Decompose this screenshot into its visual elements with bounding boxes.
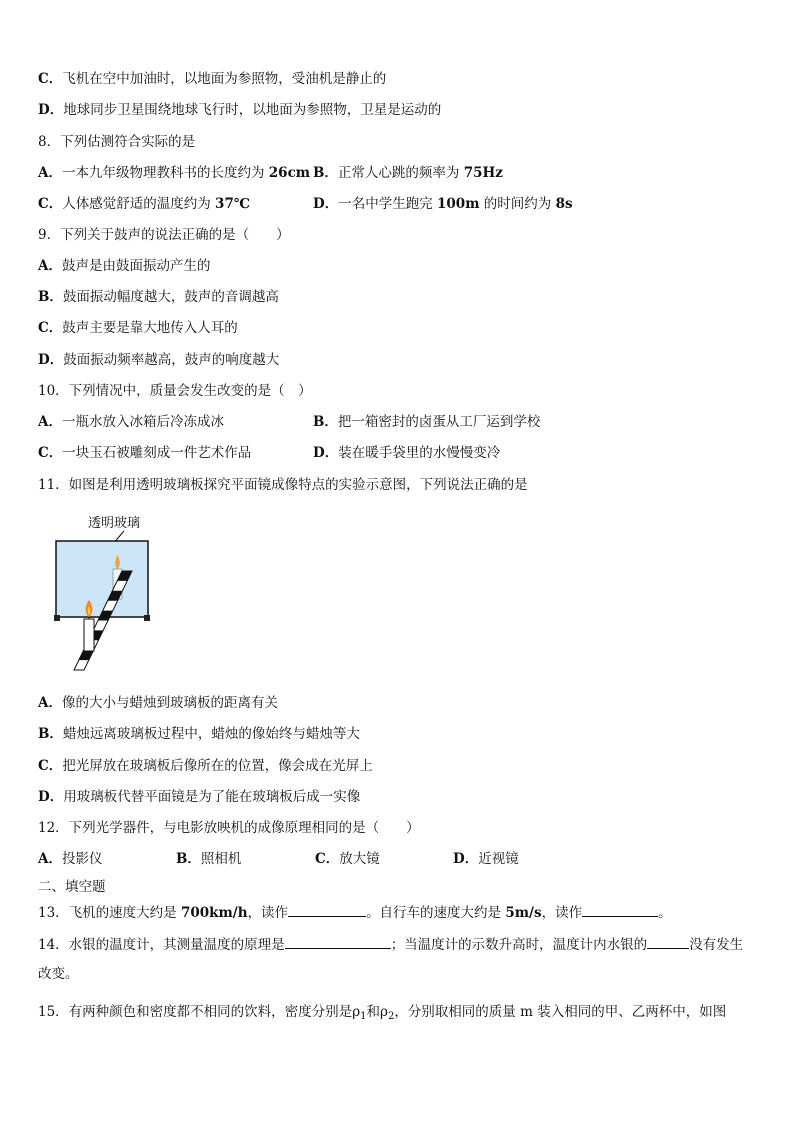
text: 13．飞机的速度大约是 [38,905,181,921]
option-8c [38,195,250,213]
question-15 [38,1003,726,1026]
option-value: 26cm [268,165,311,181]
option-7c [38,70,386,88]
text: 14．水银的温度计，其测量温度的原理是 [38,937,285,953]
option-label: D． [38,352,64,368]
option-label: C． [38,71,63,87]
question-12-stem: 12．下列光学器件，与电影放映机的成像原理相同的是（ ） [38,820,420,836]
question-8-stem: 8．下列估测符合实际的是 [38,134,196,150]
option-value: 75Hz [463,165,503,181]
value: 700km/h [180,905,248,921]
question-11-stem: 11．如图是利用透明玻璃板探究平面镜成像特点的实验示意图，下列说法正确的是 [38,477,528,493]
text: ；当温度计的示数升高时，温度计内水银的 [390,937,648,953]
option-10a [38,413,224,431]
option-text: 装在暖手袋里的水慢慢变冷 [338,445,501,461]
option-text: 一瓶水放入冰箱后冷冻成冰 [61,414,224,430]
text: ，读作 [247,905,289,921]
option-label: A． [38,851,62,867]
option-label: B． [313,414,338,430]
option-text: 一名中学生跑完 [338,196,438,212]
answer-blank[interactable] [582,902,658,917]
option-value: 37℃ [215,196,251,212]
text: 。自行车的速度大约是 [366,905,506,921]
question-14-continuation: 改变。 [38,966,79,982]
answer-blank[interactable] [285,934,391,949]
section-heading: 二、填空题 [38,879,106,895]
answer-blank[interactable] [647,934,689,949]
option-label: A． [38,695,62,711]
subscript: 2 [387,1011,395,1022]
text: 和 [366,1004,380,1020]
option-12b [176,850,241,868]
option-label: C． [315,851,340,867]
option-text: 投影仪 [61,851,103,867]
option-text: 鼓面振动频率越高，鼓声的响度越大 [63,352,280,368]
option-12d [453,850,519,868]
option-9c [38,319,238,337]
option-10d [313,444,500,462]
option-label: C． [38,196,63,212]
option-text: 一本九年级物理教科书的长度约为 [61,165,269,181]
plate-foot-left [54,615,60,621]
option-12c [315,850,380,868]
text: 没有发生 [689,937,744,953]
option-text: 的时间约为 [479,196,556,212]
option-text: 鼓声主要是靠大地传入人耳的 [62,320,238,336]
option-label: A． [38,414,62,430]
option-label: C． [38,445,63,461]
option-text: 用玻璃板代替平面镜是为了能在玻璃板后成一实像 [63,789,361,805]
option-text: 近视镜 [478,851,519,867]
option-value: 8s [555,196,573,212]
option-8d [313,195,573,213]
option-text: 正常人心跳的频率为 [337,165,464,181]
option-9d [38,351,279,369]
option-label: D． [313,445,339,461]
question-13 [38,902,672,922]
option-9b [38,288,279,306]
option-label: C． [38,320,63,336]
question-9-stem: 9．下列关于鼓声的说法正确的是（ ） [38,227,290,243]
option-label: A． [38,165,62,181]
option-11c [38,757,373,775]
option-9a [38,257,210,275]
text: 。 [658,905,672,921]
option-text: 人体感觉舒适的温度约为 [62,196,216,212]
option-label: C． [38,758,63,774]
option-label: D． [38,102,64,118]
option-12a [38,850,102,868]
option-text: 鼓声是由鼓面振动产生的 [61,258,211,274]
option-label: B． [176,851,201,867]
option-8b [313,164,503,182]
candle [84,619,94,651]
option-label: B． [38,726,63,742]
option-text: 像的大小与蜡烛到玻璃板的距离有关 [61,695,278,711]
option-10b [313,413,540,431]
option-text: 一块玉石被雕刻成一件艺术作品 [62,445,252,461]
figure-label: 透明玻璃 [88,516,141,531]
option-label: B． [38,289,63,305]
option-text: 鼓面振动幅度越大，鼓声的音调越高 [62,289,279,305]
option-text: 把一箱密封的卤蛋从工厂运到学校 [337,414,541,430]
option-text: 把光屏放在玻璃板后像所在的位置，像会成在光屏上 [62,758,373,774]
option-11d [38,788,360,806]
option-label: D． [38,789,64,805]
text: ，分别取相同的质量 m 装入相同的甲、乙两杯中，如图 [394,1004,727,1020]
question-14 [38,934,743,954]
option-8a [38,164,310,182]
option-11a [38,694,278,712]
text: 15．有两种颜色和密度都不相同的饮料，密度分别是 [38,1004,353,1020]
option-value: 100m [437,196,480,212]
option-7d [38,101,441,119]
option-text: 地球同步卫星围绕地球飞行时，以地面为参照物，卫星是运动的 [63,102,442,118]
value: 5m/s [505,905,542,921]
answer-blank[interactable] [288,902,366,917]
option-text: 蜡烛远离玻璃板过程中，蜡烛的像始终与蜡烛等大 [62,726,360,742]
rho-symbol: ρ [352,1004,361,1020]
option-text: 飞机在空中加油时，以地面为参照物，受油机是静止的 [62,71,387,87]
option-label: A． [38,258,62,274]
question-10-stem: 10．下列情况中，质量会发生改变的是（ ） [38,383,312,399]
option-11b [38,725,360,743]
option-label: B． [313,165,338,181]
option-text: 放大镜 [339,851,380,867]
option-label: D． [313,196,339,212]
subscript: 1 [360,1011,367,1022]
option-text: 照相机 [200,851,242,867]
plate-foot-right [144,615,150,621]
text: ，读作 [541,905,583,921]
mirror-experiment-figure [40,505,170,675]
glass-plate [56,541,148,617]
rho-symbol: ρ [380,1004,388,1020]
option-10c [38,444,251,462]
option-label: D． [453,851,479,867]
